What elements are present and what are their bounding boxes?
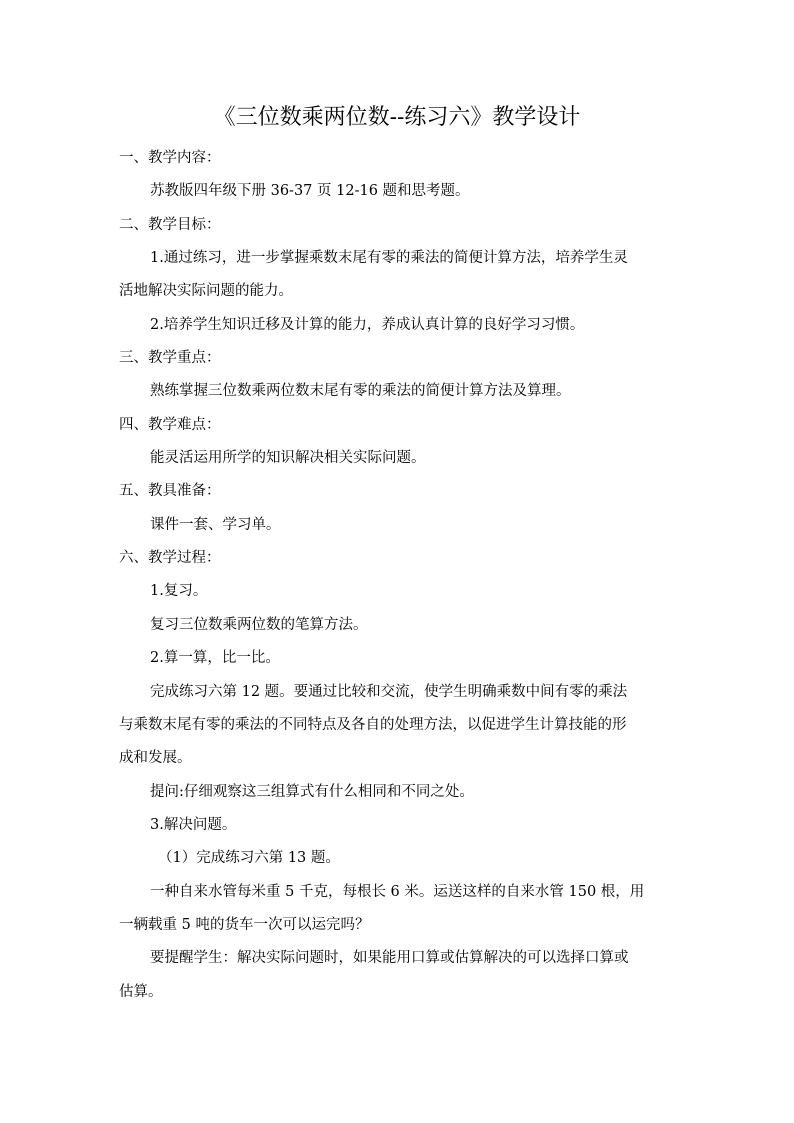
section-heading-key-points: 三、教学重点： xyxy=(119,350,221,366)
paragraph-materials: 课件一套、学习单。 xyxy=(150,517,281,533)
paragraph-objective-1-line-2: 活地解决实际问题的能力。 xyxy=(119,283,293,299)
section-heading-objectives: 二、教学目标： xyxy=(119,217,221,233)
paragraph-sub-step-1: （1）完成练习六第 13 题。 xyxy=(158,850,340,866)
paragraph-step-3: 3.解决问题。 xyxy=(150,817,237,833)
paragraph-exercise-12-line-2: 与乘数末尾有零的乘法的不同特点及各自的处理方法，以促进学生计算技能的形 xyxy=(119,717,627,733)
paragraph-difficulties: 能灵活运用所学的知识解决相关实际问题。 xyxy=(150,450,426,466)
paragraph-step-2: 2.算一算，比一比。 xyxy=(150,650,280,666)
document-title: 《三位数乘两位数--练习六》教学设计 xyxy=(213,105,581,130)
paragraph-exercise-12-line-3: 成和发展。 xyxy=(119,750,192,766)
paragraph-exercise-12-line-1: 完成练习六第 12 题。要通过比较和交流，使学生明确乘数中间有零的乘法 xyxy=(150,684,628,700)
paragraph-step-1: 1.复习。 xyxy=(150,583,208,599)
paragraph-key-points: 熟练掌握三位数乘两位数末尾有零的乘法的简便计算方法及算理。 xyxy=(150,383,571,399)
paragraph-problem-line-2: 一辆载重 5 吨的货车一次可以运完吗？ xyxy=(119,917,370,933)
paragraph-reminder-line-1: 要提醒学生：解决实际问题时，如果能用口算或估算解决的可以选择口算或 xyxy=(150,950,629,966)
section-heading-process: 六、教学过程： xyxy=(119,550,221,566)
paragraph-problem-line-1: 一种自来水管每米重 5 千克，每根长 6 米。运送这样的自来水管 150 根，用 xyxy=(150,884,645,900)
paragraph-review: 复习三位数乘两位数的笔算方法。 xyxy=(150,617,368,633)
section-heading-difficulties: 四、教学难点： xyxy=(119,417,221,433)
paragraph-reminder-line-2: 估算。 xyxy=(119,984,163,1000)
section-heading-materials: 五、教具准备： xyxy=(119,483,221,499)
paragraph-objective-1-line-1: 1.通过练习，进一步掌握乘数末尾有零的乘法的简便计算方法，培养学生灵 xyxy=(150,250,628,266)
paragraph-question: 提问:仔细观察这三组算式有什么相同和不同之处。 xyxy=(150,784,474,800)
section-heading-content: 一、教学内容： xyxy=(119,150,221,166)
paragraph-content: 苏教版四年级下册 36-37 页 12-16 题和思考题。 xyxy=(150,183,470,199)
paragraph-objective-2: 2.培养学生知识迁移及计算的能力，养成认真计算的良好学习习惯。 xyxy=(150,317,585,333)
